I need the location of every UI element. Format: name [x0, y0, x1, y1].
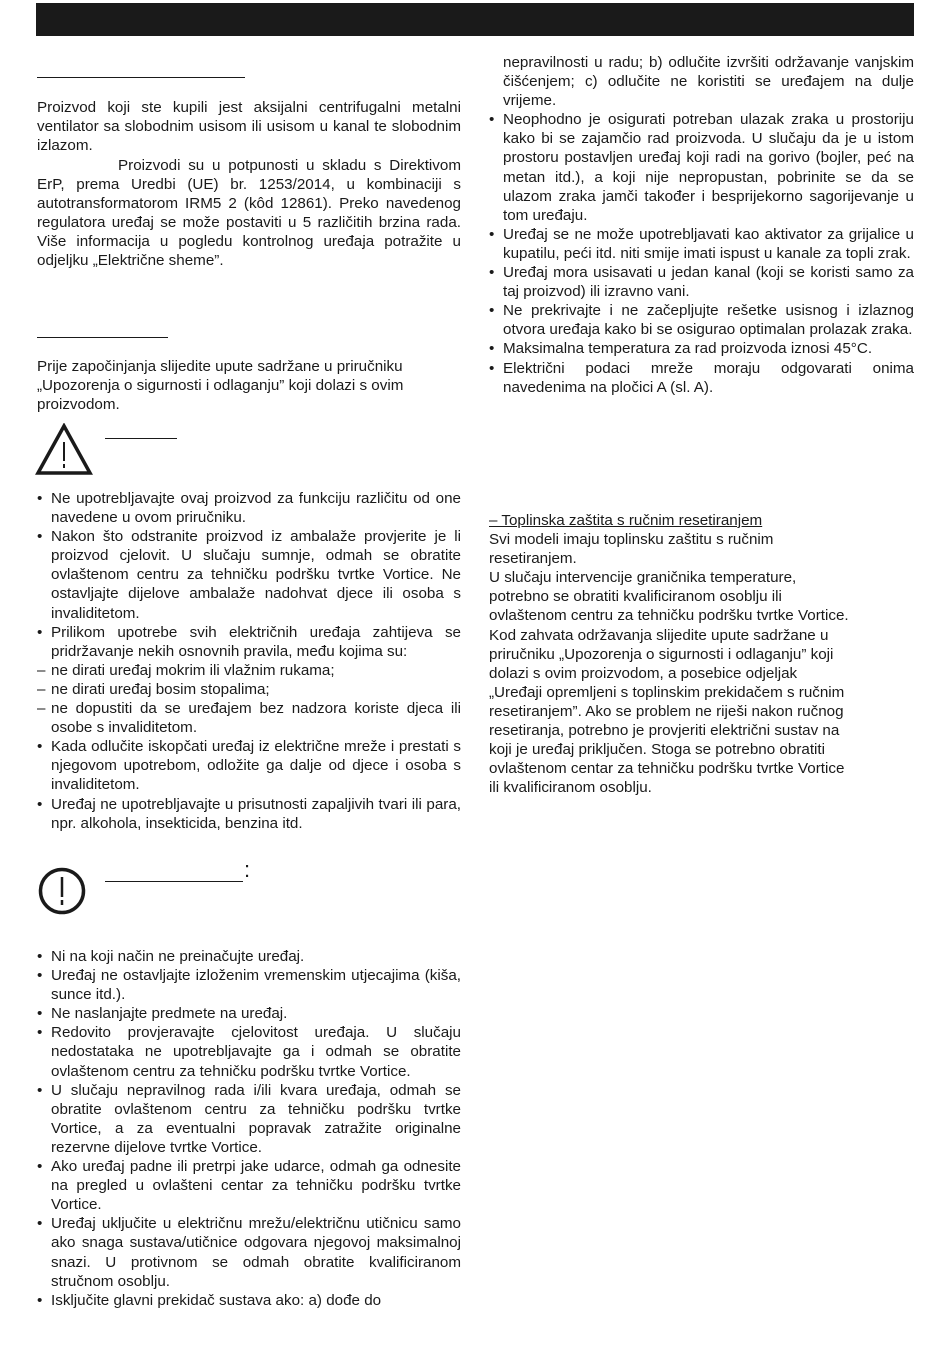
- thermal-line: „Uređaji opremljeni s toplinskim prekidačem s ručnim: [489, 683, 845, 701]
- thermal-line: resetiranjem”. Ako se problem ne riješi nakon ručnog: [489, 702, 844, 720]
- thermal-line: koji je uređaj priključen. Stoga se potrebno obratiti: [489, 741, 826, 759]
- caution-item: • Ako uređaj padne ili pretrpi jake udarce, odmah ga odnesite na pregled u ovlašteni centar za tehničku podršku tvrtke Vortice.: [37, 1157, 461, 1214]
- heading-rule-before-use: [37, 337, 168, 338]
- thermal-line: U slučaju intervencije graničnika temperature,: [489, 569, 797, 587]
- before-use-paragraph: [37, 357, 453, 414]
- warning-item: • Prilikom upotrebe svih električnih uređaja zahtijeva se pridržavanje nekih osnovnih pravila, među kojima su:: [37, 623, 461, 661]
- header-bar: [36, 3, 914, 36]
- thermal-line: ovlaštenom centru za tehničku podršku tvrtke Vortice.: [489, 607, 849, 625]
- heading-rule-caution: [105, 881, 243, 882]
- requirement-item: • Električni podaci mreže moraju odgovarati onima navedenima na pločici A (sl. A).: [489, 359, 914, 397]
- caution-item: • Ni na koji način ne preinačujte uređaj.: [37, 947, 461, 966]
- warning-item: • Uređaj ne upotrebljavajte u prisutnosti zapaljivih tvari ili para, npr. alkohola, insekticida, benzina itd.: [37, 795, 461, 833]
- rule-item: – ne dirati uređaj mokrim ili vlažnim rukama;: [37, 661, 461, 680]
- thermal-line: potrebno se obratiti kvalificiranom osoblju ili: [489, 588, 782, 606]
- requirement-item: • Neophodno je osigurati potreban ulazak zraka u prostoriju kako bi se zajamčio rad proizvoda. U slučaju da je u istom prostoru postavljen uređaj koji radi na gorivo (bojler, peć na metan itd.), a koji nije nepropustan, pobrinite se da se ulazom zraka jamči također i besprijekorno sagorijevanje u tom uređaju.: [489, 110, 914, 225]
- thermal-line: ili kvalificiranom osoblju.: [489, 779, 652, 797]
- intro-text-1: Proizvod koji ste kupili jest aksijalni centrifugalni metalni ventilator sa slobodnim usisom ili usisom u kanal te slobodnim izlazom.: [37, 99, 461, 155]
- warning-triangle-icon: [35, 423, 93, 476]
- warning-item: • Nakon što odstranite proizvod iz ambalaže provjerite je li proizvod cjelovit. U slučaju sumnje, odmah se obratite ovlaštenom centru za tehničku podršku tvrtke Vortice. Ne ostavljajte dijelove ambalaže nadohvat djece ili osoba s invaliditetom.: [37, 527, 461, 622]
- warning-item: • Kada odlučite iskopčati uređaj iz električne mreže i prestati s njegovom upotrebom, odložite ga dalje od djece i osoba s invaliditetom.: [37, 737, 461, 794]
- thermal-line: ovlaštenom centar za tehničku podršku tvrtke Vortice: [489, 760, 845, 778]
- caution-heading-colon: [244, 858, 250, 882]
- caution-item: • Isključite glavni prekidač sustava ako: a) dođe do: [37, 1291, 461, 1310]
- thermal-line: dolazi s ovim proizvodom, a posebice odjeljak: [489, 664, 798, 682]
- heading-rule-warning: [105, 438, 177, 439]
- intro-text-2: Proizvodi su u potpunosti u skladu s Direktivom ErP, prema Uredbi (UE) br. 1253/2014, u kombinaciji s autotransformatorom IRM5 2 (kôd 12861). Preko navedenog regulatora uređaj se može postaviti u 5 različitih brzina rada. Više informacija u pogledu kontrolnog uređaja potražite u odjeljku „Električne sheme”.: [37, 157, 461, 270]
- thermal-line: resetiranjem.: [489, 550, 577, 568]
- thermal-protection-title: – Toplinska zaštita s ručnim resetiranjem: [489, 512, 763, 529]
- warning-item: • Ne upotrebljavajte ovaj proizvod za funkciju različitu od one navedene u ovom priručniku.: [37, 489, 461, 527]
- caution-item: • Redovito provjeravajte cjelovitost uređaja. U slučaju nedostataka ne upotrebljavajte ga i odmah se obratite ovlaštenom centru za tehničku podršku tvrtke Vortice.: [37, 1023, 461, 1080]
- thermal-protection-section: [489, 511, 919, 797]
- rule-item: – ne dopustiti da se uređajem bez nadzora koriste djeca ili osobe s invaliditetom.: [37, 699, 461, 737]
- rule-item: – ne dirati uređaj bosim stopalima;: [37, 680, 461, 699]
- thermal-line: priručniku „Upozorenja o sigurnosti i odlaganju” koji: [489, 645, 834, 663]
- warnings-list: [37, 489, 461, 833]
- requirement-item: • Uređaj mora usisavati u jedan kanal (koji se koristi samo za taj proizvod) ili izravno vani.: [489, 263, 914, 301]
- before-use-text: Prije započinjanja slijedite upute sadržane u priručniku „Upozorenja o sigurnosti i odlaganju” koji dolazi s ovim proizvodom.: [37, 358, 404, 414]
- caution-item: • Uređaj uključite u električnu mrežu/električnu utičnicu samo ako snaga sustava/utičnice odgovara njegovoj maksimalnoj snazi. U protivnom se odmah obratite kvalificiranom stručnom osoblju.: [37, 1214, 461, 1290]
- caution-circle-icon: [37, 866, 87, 916]
- thermal-line: resetiranja, potrebno je provjeriti električni sustav na: [489, 722, 840, 740]
- requirement-item: • Maksimalna temperatura za rad proizvoda iznosi 45°C.: [489, 339, 914, 358]
- requirement-item: • Uređaj se ne može upotrebljavati kao aktivator za grijalice u kupatilu, peći itd. niti smije imati ispust u kanale za topli zrak.: [489, 225, 914, 263]
- caution-item: • Uređaj ne ostavljajte izloženim vremenskim utjecajima (kiša, sunce itd.).: [37, 966, 461, 1004]
- right-column-list: [489, 53, 914, 397]
- thermal-line: Kod zahvata održavanja slijedite upute sadržane u: [489, 626, 829, 644]
- intro-paragraph-1: [37, 98, 461, 155]
- continuation-text: nepravilnosti u radu; b) odlučite izvršiti održavanje vanjskim čišćenjem; c) odlučite ne koristiti se uređajem na dulje vrijeme.: [503, 54, 914, 110]
- caution-item: • U slučaju nepravilnog rada i/ili kvara uređaja, odmah se obratite ovlaštenom centru za tehničku podršku tvrtke Vortice, a za eventualni popravak zatražite originalne rezervne dijelove tvrtke Vortice.: [37, 1081, 461, 1157]
- thermal-line: Svi modeli imaju toplinsku zaštitu s ručnim: [489, 531, 774, 549]
- heading-rule-description: [37, 77, 245, 78]
- requirement-item: • Ne prekrivajte i ne začepljujte rešetke usisnog i izlaznog otvora uređaja kako bi se osigurao optimalan prolazak zraka.: [489, 301, 914, 339]
- caution-colon: :: [244, 857, 251, 882]
- intro-paragraph-2: [37, 156, 461, 271]
- cautions-list: [37, 947, 461, 1310]
- caution-item: • Ne naslanjajte predmete na uređaj.: [37, 1004, 461, 1023]
